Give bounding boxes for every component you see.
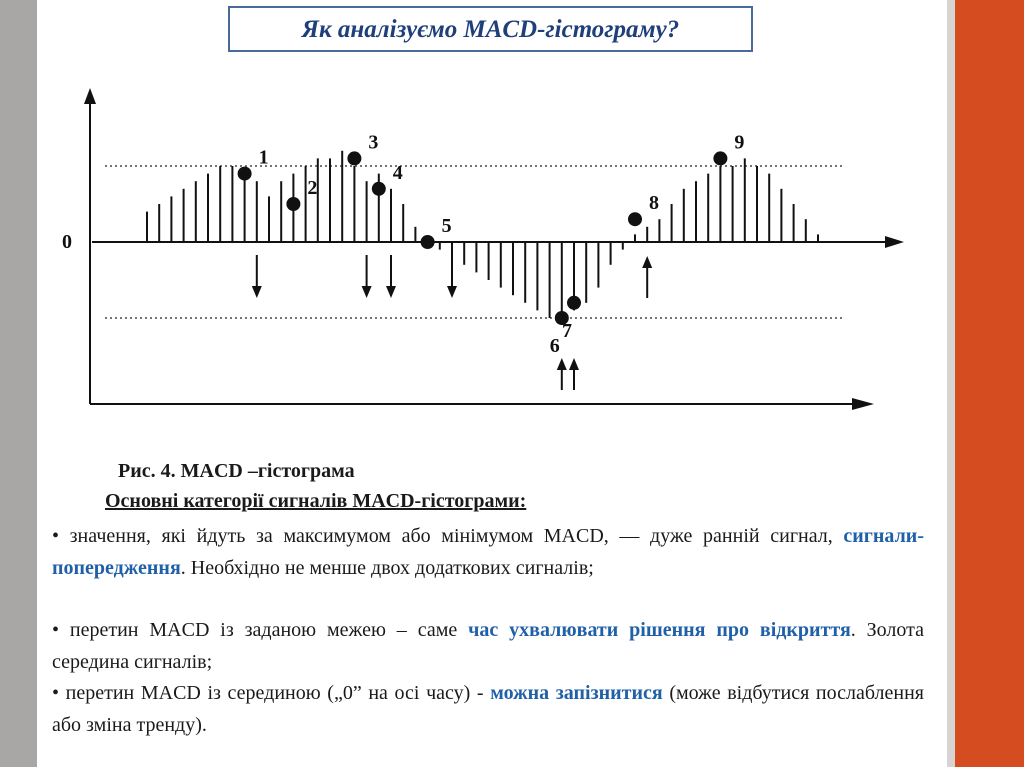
left-side-bar xyxy=(0,0,37,767)
zero-axis-label: 0 xyxy=(62,231,72,253)
body-text: • значення, які йдуть за максимумом або мінімумом MACD, — дуже ранній сигнал, xyxy=(52,525,844,547)
signal-point xyxy=(372,182,386,196)
signal-point xyxy=(628,212,642,226)
body-text: . Необхідно не менше двох додаткових сигналів; xyxy=(180,557,594,579)
signal-point-label: 1 xyxy=(258,146,269,169)
sell-signal-arrowhead xyxy=(447,286,457,298)
signal-point-label: 3 xyxy=(368,131,379,154)
signal-point xyxy=(713,151,727,165)
signal-point xyxy=(286,197,300,211)
signal-point-label: 5 xyxy=(441,215,452,237)
right-accent-bar xyxy=(955,0,1024,767)
highlight-text: сигнали-попередження xyxy=(52,525,924,579)
buy-signal-arrowhead xyxy=(642,256,652,268)
figure-caption: Рис. 4. MACD –гістограма xyxy=(118,460,355,482)
body-text: • перетин MACD із серединою („0” на осі часу) - xyxy=(52,682,491,704)
time-axis-arrowhead xyxy=(852,398,874,410)
body-text: (може відбутися послаблення або зміна тренду). xyxy=(52,682,924,736)
signal-item-3 xyxy=(52,677,924,741)
buy-signal-arrowhead xyxy=(557,358,567,370)
signal-point-label: 6 xyxy=(549,335,560,357)
signal-point-label: 9 xyxy=(734,131,745,154)
macd-histogram-chart xyxy=(40,82,920,427)
signal-item-2 xyxy=(52,614,924,678)
sell-signal-arrowhead xyxy=(252,286,262,298)
zero-line-arrowhead xyxy=(885,236,904,248)
sell-signal-arrowhead xyxy=(386,286,396,298)
signals-subheading: Основні категорії сигналів MACD-гістограми: xyxy=(105,490,527,512)
highlight-text: можна запізнитися xyxy=(490,682,663,704)
signal-point-label: 8 xyxy=(649,192,659,215)
signal-point-label: 4 xyxy=(392,161,403,184)
right-grey-stripe xyxy=(947,0,955,767)
signal-point xyxy=(238,167,252,181)
highlight-text: час ухвалювати рішення про відкриття xyxy=(468,619,851,641)
signal-point xyxy=(421,235,435,249)
sell-signal-arrowhead xyxy=(362,286,372,298)
signal-point-label: 2 xyxy=(307,177,318,199)
signal-item-1 xyxy=(52,520,924,584)
slide-title: Як аналізуємо MACD-гістограму? xyxy=(301,16,680,43)
signal-point xyxy=(567,296,581,310)
body-text: . Золота середина сигналів; xyxy=(52,619,924,673)
body-text: • перетин MACD із заданою межею – саме xyxy=(52,619,469,641)
signal-point-label: 7 xyxy=(562,319,572,342)
buy-signal-arrowhead xyxy=(569,358,579,370)
y-axis-arrowhead xyxy=(84,88,96,104)
signal-point xyxy=(347,151,361,165)
